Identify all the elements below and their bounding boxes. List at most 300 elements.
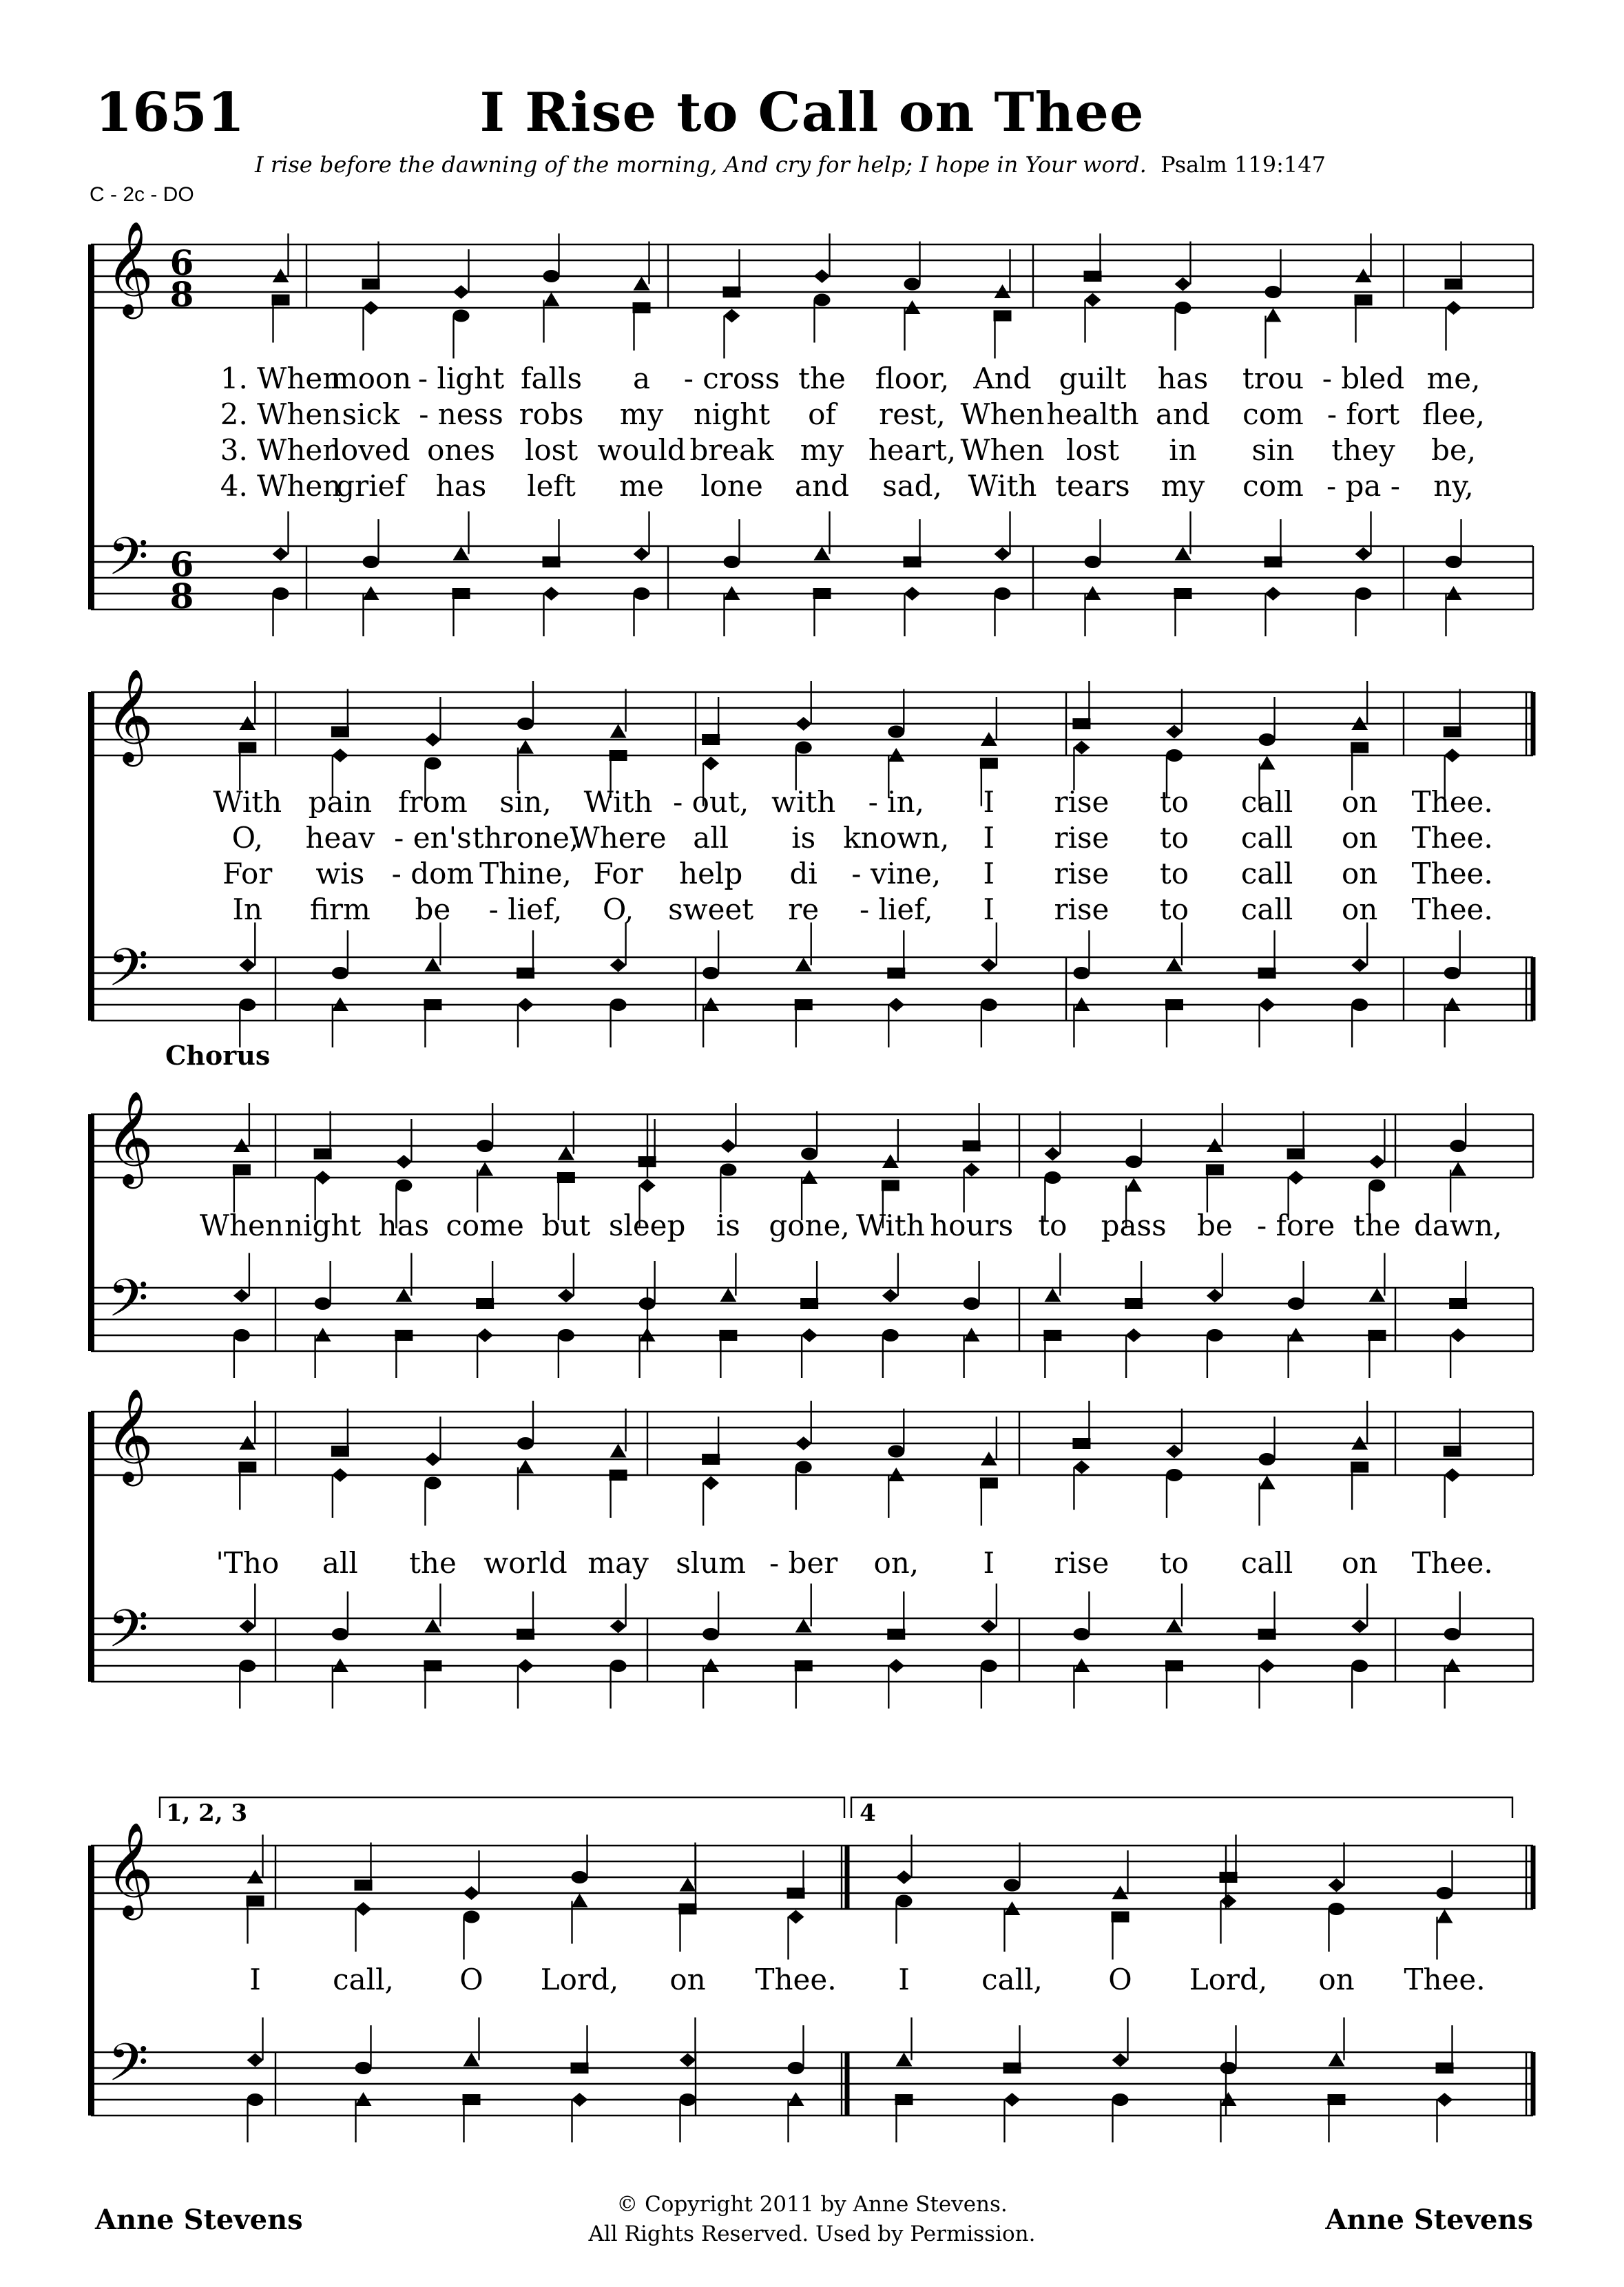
note-head [517, 1460, 534, 1474]
note-head [1355, 587, 1372, 600]
bass-note [463, 2094, 481, 2142]
time-signature-top: 6 [169, 242, 194, 283]
treble-note [981, 1417, 997, 1465]
lyric-syllable: heart, [868, 433, 957, 467]
note-head [1004, 1879, 1021, 1892]
lyric-syllable: - lief, [488, 892, 563, 926]
treble-note [702, 1417, 720, 1465]
alto-note [788, 1910, 804, 1960]
note-head [315, 1297, 331, 1310]
note-head [233, 1289, 250, 1303]
note-head [1265, 309, 1282, 322]
note-head [887, 968, 905, 979]
note-head [1207, 1289, 1223, 1303]
note-head [1259, 733, 1276, 746]
note-head [543, 587, 560, 601]
note-head [795, 742, 812, 754]
lyric-syllable: rise [1054, 821, 1110, 855]
note-head [476, 1298, 494, 1309]
lyric-syllable: has [1157, 362, 1209, 395]
lyric-syllable: sin [1251, 433, 1295, 467]
note-head [1175, 278, 1191, 291]
note-head [1351, 1660, 1368, 1672]
tenor-note [395, 1253, 412, 1302]
lyric-syllable: to [1159, 785, 1189, 819]
treble-note [453, 249, 470, 299]
lyric-syllable: Thee. [1411, 857, 1493, 890]
first-ending-label: 1, 2, 3 [165, 1799, 248, 1827]
bass-note [233, 1329, 250, 1378]
note-head [572, 1871, 588, 1883]
tenor-note [1329, 2018, 1345, 2067]
note-head [1450, 1328, 1466, 1342]
note-head [813, 588, 831, 599]
treble-note [1351, 1401, 1368, 1450]
treble-note [1437, 1850, 1453, 1899]
lyric-syllable: - en's [394, 821, 472, 855]
note-head [1288, 1297, 1304, 1310]
tenor-note [1449, 1261, 1467, 1309]
lyric-syllable: throne, [472, 821, 579, 855]
tenor-note [724, 519, 740, 568]
treble-note [720, 1103, 736, 1153]
note-head [1351, 1620, 1368, 1633]
treble-note [517, 1401, 534, 1450]
lyric-line [0, 397, 1624, 432]
bass-note [895, 2094, 913, 2142]
bass-note [1351, 999, 1368, 1047]
bass-note [1259, 1659, 1276, 1709]
note-head [332, 1468, 348, 1482]
tenor-note [896, 2018, 913, 2067]
note-head [720, 1164, 736, 1176]
tenor-note [1368, 1253, 1385, 1302]
note-head [800, 1298, 818, 1309]
note-head [1112, 2093, 1129, 2106]
note-head [795, 1461, 812, 1474]
time-signature-top: 6 [169, 544, 194, 585]
alto-note [1073, 1461, 1090, 1510]
bass-note [1125, 1328, 1142, 1378]
note-head [517, 998, 534, 1012]
lyric-syllable: call [1240, 1546, 1293, 1580]
note-head [1043, 1330, 1061, 1341]
bass-note [610, 1660, 627, 1709]
lyric-syllable: firm [309, 892, 371, 926]
lyric-syllable: be, [1430, 433, 1477, 467]
alto-note [795, 1461, 812, 1510]
lyric-syllable: call, [333, 1963, 394, 1996]
note-head [1206, 1165, 1224, 1176]
tenor-note [453, 512, 470, 561]
bass-clef-icon: 𝄢 [107, 1268, 149, 1341]
bass-note [1043, 1330, 1061, 1378]
tenor-note [788, 2025, 804, 2074]
tenor-note [1073, 930, 1090, 979]
note-head [1112, 2054, 1129, 2067]
alto-note [814, 294, 831, 343]
note-head [1259, 1453, 1276, 1465]
treble-note [882, 1119, 899, 1168]
note-head [453, 285, 470, 299]
hymn-title: I Rise to Call on Thee [479, 81, 1145, 144]
lyric-line [0, 1546, 1624, 1580]
treble-note [702, 697, 720, 745]
bass-note [888, 1659, 904, 1709]
note-head [1265, 286, 1282, 298]
note-head [233, 1329, 250, 1341]
lyric-syllable: they [1331, 433, 1395, 467]
bass-note [981, 999, 997, 1047]
lyric-syllable: 3. When [220, 433, 342, 467]
tune-key-label: C - 2c - DO [90, 183, 194, 206]
treble-note [395, 1119, 412, 1169]
lyric-syllable: sin, [499, 785, 552, 819]
note-head [395, 1330, 413, 1341]
tenor-note [1073, 1591, 1090, 1640]
treble-note [1445, 242, 1463, 290]
lyric-syllable: break [689, 433, 774, 467]
lyric-syllable: With [213, 785, 282, 819]
note-head [395, 1180, 412, 1192]
treble-note [233, 1103, 250, 1152]
note-head [239, 999, 256, 1011]
note-head [1368, 1288, 1385, 1302]
note-head [719, 1330, 737, 1341]
note-head [1125, 1178, 1142, 1192]
tenor-note [1355, 512, 1372, 561]
treble-note [1450, 1103, 1466, 1152]
note-head [995, 547, 1011, 561]
lyric-syllable: falls [520, 362, 583, 395]
note-head [1446, 301, 1462, 315]
note-head [517, 1659, 534, 1673]
note-head [238, 742, 256, 753]
lyric-syllable: and [1156, 397, 1210, 431]
lyric-syllable: I [898, 1963, 910, 1996]
note-head [453, 310, 470, 322]
tenor-note [1444, 1591, 1461, 1640]
note-head [1084, 271, 1102, 282]
lyric-syllable: 1. When [220, 362, 342, 395]
tenor-note [702, 930, 719, 979]
alto-note [1206, 1165, 1224, 1213]
note-head [610, 724, 627, 738]
tenor-note [558, 1253, 574, 1303]
lyric-syllable: Thee. [755, 1963, 837, 1996]
treble-note [1444, 1409, 1461, 1457]
lyric-syllable: rise [1054, 857, 1110, 890]
note-head [888, 1445, 904, 1458]
lyric-syllable: be [1197, 1209, 1233, 1242]
lyric-syllable: rise [1054, 785, 1110, 819]
lyric-syllable: - bled [1322, 362, 1405, 395]
note-head [702, 734, 720, 745]
lyric-line [0, 1209, 1624, 1243]
lyric-syllable: When [960, 433, 1045, 467]
note-head [1085, 293, 1101, 307]
lyric-syllable: the [409, 1546, 457, 1580]
bass-note [517, 998, 534, 1047]
lyric-syllable: the [1353, 1209, 1401, 1242]
note-head [273, 587, 289, 600]
lyric-syllable: sleep [608, 1209, 686, 1242]
note-head [795, 1619, 812, 1633]
note-head [634, 587, 650, 600]
note-head [1351, 742, 1368, 753]
bass-note [452, 588, 470, 636]
alto-note [453, 310, 470, 359]
bass-note [813, 588, 831, 636]
treble-clef-icon: 𝄞 [105, 1821, 154, 1916]
bass-note [558, 1329, 574, 1378]
note-head [1328, 2094, 1346, 2105]
note-head [517, 1629, 534, 1640]
lyric-syllable: - ness [419, 397, 503, 431]
bass-note [882, 1329, 899, 1378]
scripture-reference: Psalm 119:147 [1160, 152, 1326, 178]
note-head [1444, 967, 1461, 979]
note-head [1355, 547, 1372, 561]
tenor-note [800, 1261, 818, 1309]
note-head [463, 2094, 481, 2105]
lyric-syllable: Thine, [479, 857, 572, 890]
note-head [424, 958, 441, 972]
lyric-syllable: of [808, 397, 836, 431]
note-head [720, 1139, 736, 1153]
lyric-syllable: O, [231, 821, 263, 855]
bass-clef-icon: 𝄢 [107, 2032, 149, 2106]
lyric-syllable: - ber [769, 1546, 838, 1580]
tenor-note [1085, 519, 1101, 568]
treble-note [1004, 1843, 1021, 1892]
tenor-note [476, 1261, 494, 1309]
bass-note [572, 2093, 588, 2142]
note-head [1166, 958, 1183, 972]
treble-note [331, 689, 349, 738]
lyric-syllable: re [788, 892, 820, 926]
treble-note [896, 1835, 913, 1884]
lyric-line [0, 821, 1624, 855]
bass-note [239, 1660, 256, 1709]
treble-note [1112, 1850, 1129, 1899]
alto-note [238, 1462, 256, 1510]
note-head [639, 1297, 656, 1310]
note-head [332, 967, 348, 979]
note-head [981, 999, 997, 1011]
treble-note [795, 681, 812, 731]
lyric-syllable: on [1341, 821, 1378, 855]
lyric-syllable: health [1046, 397, 1139, 431]
note-head [477, 1162, 493, 1176]
tenor-note [1044, 1253, 1061, 1302]
note-head [904, 278, 921, 291]
lyric-syllable: moon [330, 362, 412, 395]
treble-clef-icon: 𝄞 [105, 1387, 154, 1482]
treble-note [888, 1409, 904, 1458]
note-head [980, 1478, 998, 1489]
tenor-note [1112, 2018, 1129, 2067]
bass-note [680, 2093, 696, 2142]
tenor-note [981, 923, 997, 972]
tenor-note [424, 923, 441, 972]
lyric-syllable: O, [602, 892, 634, 926]
alto-note [1446, 301, 1462, 351]
tenor-note [964, 1261, 980, 1310]
lyric-syllable: flee, [1422, 397, 1486, 431]
note-head [331, 727, 349, 738]
treble-note [543, 233, 560, 282]
note-head [963, 1140, 981, 1151]
note-head [904, 587, 921, 601]
note-head [424, 1477, 441, 1490]
tenor-note [1288, 1261, 1304, 1310]
treble-note [1084, 233, 1102, 282]
note-head [395, 1155, 412, 1169]
lyric-syllable: 4. When [220, 469, 342, 503]
alto-note [1175, 302, 1191, 351]
note-head [1166, 1619, 1183, 1633]
note-head [1220, 1894, 1237, 1908]
tenor-note [795, 1584, 812, 1633]
treble-note [610, 689, 627, 738]
lyric-line [0, 469, 1624, 503]
note-head [363, 556, 379, 568]
bass-clef-icon: 𝄢 [107, 526, 149, 600]
bass-note [1265, 587, 1282, 636]
lyric-syllable: to [1159, 892, 1189, 926]
note-head [517, 1437, 534, 1450]
note-head [610, 959, 627, 972]
treble-note [1265, 249, 1282, 298]
note-head [994, 311, 1012, 322]
tenor-note [239, 923, 256, 972]
bass-note [1174, 588, 1192, 636]
note-head [679, 1903, 697, 1914]
note-head [980, 758, 998, 769]
alto-note [896, 1895, 913, 1944]
note-head [517, 968, 534, 979]
tenor-note [1207, 1253, 1223, 1303]
note-head [424, 1452, 441, 1466]
alto-note [610, 1470, 627, 1518]
note-head [571, 2063, 589, 2074]
note-head [610, 1470, 627, 1481]
bass-clef-icon: 𝄢 [107, 937, 149, 1011]
treble-note [517, 681, 534, 730]
alto-note [980, 1478, 998, 1526]
note-head [355, 2062, 372, 2074]
note-head [424, 1619, 441, 1633]
note-head [558, 1329, 574, 1341]
lyric-line [0, 1963, 1624, 1997]
note-head [1044, 1147, 1061, 1161]
lyric-syllable: is [716, 1209, 740, 1242]
note-head [1446, 556, 1462, 568]
note-head [981, 1660, 997, 1672]
lyric-syllable: night [693, 397, 771, 431]
tenor-note [887, 1591, 905, 1640]
treble-note [477, 1103, 493, 1152]
note-head [680, 1878, 696, 1892]
lyric-syllable: O [459, 1963, 483, 1996]
lyric-syllable: in [1169, 433, 1197, 467]
note-head [1288, 1171, 1304, 1184]
words-credit: Anne Stevens [95, 2204, 303, 2236]
treble-note [787, 1850, 805, 1899]
bass-note [1165, 1660, 1183, 1709]
note-head [1259, 1476, 1276, 1490]
lyric-syllable: but [541, 1209, 591, 1242]
lyric-syllable: pass [1101, 1209, 1167, 1242]
note-head [634, 277, 650, 291]
lyric-syllable: come [446, 1209, 524, 1242]
lyric-syllable: call [1240, 821, 1293, 855]
lyric-syllable: guilt [1059, 362, 1127, 395]
lyric-syllable: With [855, 1209, 925, 1242]
treble-note [610, 1409, 627, 1458]
lyric-syllable: all [322, 1546, 358, 1580]
treble-note [1259, 1417, 1276, 1465]
tenor-note [571, 2025, 589, 2074]
treble-note [1329, 1843, 1345, 1892]
note-head [1125, 1156, 1142, 1168]
treble-note [1044, 1111, 1061, 1161]
lyric-syllable: And [973, 362, 1032, 395]
lyric-syllable: would [597, 433, 686, 467]
copyright-line-1: © Copyright 2011 by Anne Stevens. [616, 2192, 1008, 2217]
lyric-syllable: rise [1054, 1546, 1110, 1580]
lyric-syllable: help [679, 857, 743, 890]
note-head [904, 556, 922, 567]
alto-note [724, 309, 740, 359]
tenor-note [273, 512, 289, 561]
note-head [1259, 756, 1276, 770]
tenor-note [887, 930, 905, 979]
note-head [1073, 967, 1090, 979]
note-head [1073, 1461, 1090, 1474]
tenor-note [239, 1584, 256, 1633]
lyric-syllable: sick [342, 397, 400, 431]
tenor-note [1125, 1261, 1143, 1309]
treble-clef-icon: 𝄞 [105, 667, 154, 762]
note-head [801, 1328, 818, 1342]
lyric-syllable: a [632, 362, 651, 395]
tenor-note [882, 1253, 899, 1303]
lyric-syllable: the [798, 362, 846, 395]
note-head [610, 1444, 627, 1458]
note-head [1351, 959, 1368, 972]
tenor-note [995, 512, 1011, 561]
note-head [1436, 2063, 1454, 2074]
tenor-note [639, 1261, 656, 1310]
music-credit: Anne Stevens [1325, 2204, 1533, 2236]
lyric-syllable: call [1240, 785, 1293, 819]
note-head [272, 295, 290, 306]
note-head [355, 1902, 372, 1916]
note-head [558, 1147, 574, 1160]
note-head [557, 1172, 575, 1183]
lyric-syllable: left [527, 469, 576, 503]
bass-note [1004, 2093, 1021, 2142]
note-head [332, 1628, 348, 1640]
note-head [882, 1180, 899, 1191]
alto-note [795, 742, 812, 791]
lyric-syllable: may [587, 1546, 649, 1580]
lyric-syllable: on [1341, 1546, 1378, 1580]
bass-note [1437, 2093, 1453, 2142]
note-head [1112, 1912, 1129, 1923]
